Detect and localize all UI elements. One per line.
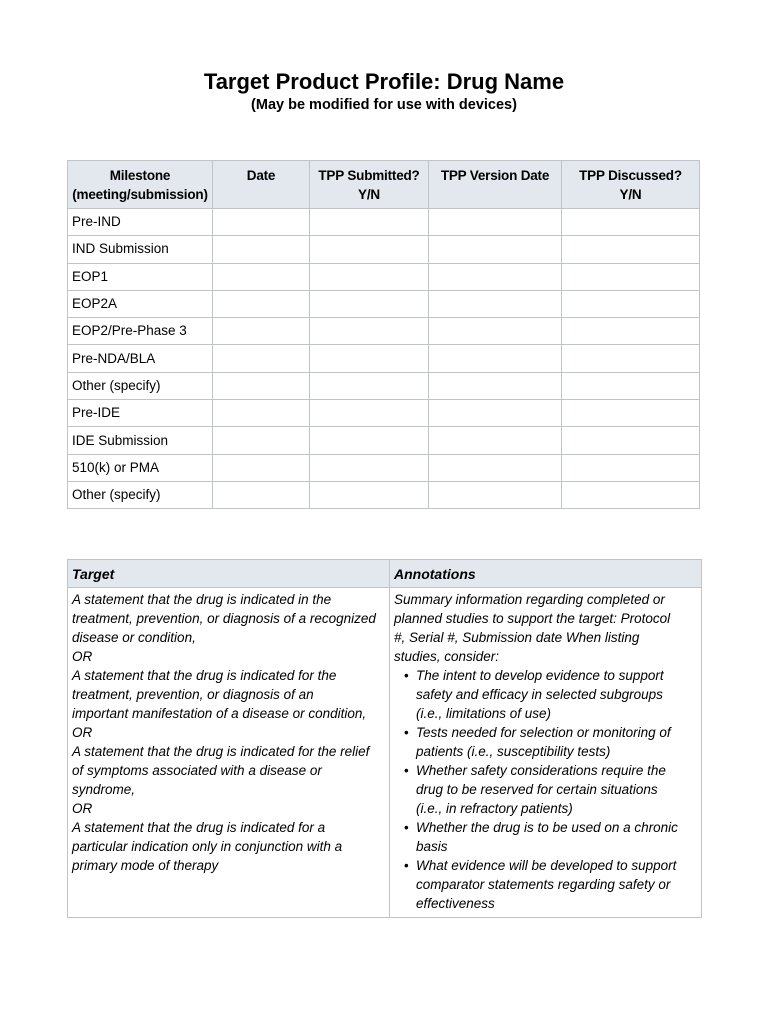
milestone-empty-cell[interactable] [562,481,700,508]
milestone-empty-cell[interactable] [562,209,700,236]
target-text-line: A statement that the drug is indicated for the [72,668,337,683]
header-line: Date [246,168,276,183]
header-line: TPP Version Date [440,168,550,183]
target-text-line: A statement that the drug is indicated for the relief [72,744,370,759]
annotation-intro-line: planned studies to support the target: Protocol [394,611,671,626]
annotation-bullet-line: safety and efficacy in selected subgroups [416,687,663,702]
milestone-row [68,372,700,399]
bullet-icon: • [404,763,409,778]
milestone-empty-cell[interactable] [429,236,562,263]
milestone-row [68,454,700,481]
milestone-row [68,400,700,427]
milestone-label: IDE Submission [68,427,213,454]
milestone-empty-cell[interactable] [310,236,429,263]
milestone-label: EOP1 [68,263,213,290]
milestone-empty-cell[interactable] [213,427,310,454]
annotations-cell [390,588,702,918]
header-line: Milestone [109,168,171,183]
milestone-row [68,318,700,345]
tpp-version-date-header [429,161,562,209]
milestone-header-row [68,161,700,209]
milestone-label: Pre-IDE [68,400,213,427]
milestone-label: IND Submission [68,236,213,263]
annotation-bullet-item [404,818,697,856]
milestone-empty-cell[interactable] [213,236,310,263]
milestone-table [67,160,700,509]
milestone-row [68,345,700,372]
milestone-empty-cell[interactable] [429,263,562,290]
milestone-empty-cell[interactable] [429,290,562,317]
document-subtitle: (May be modified for use with devices) [251,97,517,113]
annotation-intro-line: #, Serial #, Submission date When listing [394,630,640,645]
milestone-row [68,427,700,454]
milestone-header [68,161,213,209]
header-line: (meeting/submission) [72,187,208,202]
milestone-empty-cell[interactable] [213,481,310,508]
header-line: Y/N [619,187,642,202]
milestone-empty-cell[interactable] [562,263,700,290]
milestone-empty-cell[interactable] [429,209,562,236]
milestone-label: Pre-IND [68,209,213,236]
milestone-empty-cell[interactable] [562,454,700,481]
annotation-bullet-line: (i.e., limitations of use) [416,706,552,721]
milestone-empty-cell[interactable] [310,400,429,427]
milestone-body [68,209,700,509]
milestone-row [68,209,700,236]
milestone-empty-cell[interactable] [562,427,700,454]
milestone-empty-cell[interactable] [213,454,310,481]
milestone-empty-cell[interactable] [310,318,429,345]
milestone-row [68,263,700,290]
milestone-empty-cell[interactable] [213,372,310,399]
milestone-empty-cell[interactable] [310,263,429,290]
target-text-line: treatment, prevention, or diagnosis of a recognized [72,611,376,626]
annotation-bullet-line: (i.e., in refractory patients) [416,801,573,816]
milestone-row [68,290,700,317]
target-column-header: Target [68,560,390,588]
milestone-empty-cell[interactable] [310,454,429,481]
header-line: TPP Discussed? [579,168,682,183]
target-text-line: OR [72,725,93,740]
annotation-intro-line: Summary information regarding completed or [394,592,665,607]
milestone-row [68,236,700,263]
milestone-empty-cell[interactable] [310,372,429,399]
annotation-bullet-line: Tests needed for selection or monitoring of [416,725,671,740]
milestone-empty-cell[interactable] [429,400,562,427]
bullet-icon: • [404,725,409,740]
annotation-bullet-item [404,666,697,723]
bullet-icon: • [404,820,409,835]
document-title: Target Product Profile: Drug Name [203,69,565,94]
milestone-empty-cell[interactable] [310,209,429,236]
target-text-line: OR [72,801,93,816]
milestone-label: Pre-NDA/BLA [68,345,213,372]
target-text-line: A statement that the drug is indicated in the [72,592,332,607]
target-text-line: primary mode of therapy [72,858,219,873]
target-text-line: treatment, prevention, or diagnosis of an [72,687,314,702]
target-annotations-table [67,559,702,918]
milestone-empty-cell[interactable] [562,372,700,399]
milestone-empty-cell[interactable] [213,345,310,372]
milestone-empty-cell[interactable] [562,290,700,317]
annotation-bullet-line: drug to be reserved for certain situations [416,782,658,797]
annotation-bullet-line: comparator statements regarding safety or [416,877,671,892]
milestone-label: EOP2/Pre-Phase 3 [68,318,213,345]
milestone-empty-cell[interactable] [213,318,310,345]
annotation-bullet-line: patients (i.e., susceptibility tests) [416,744,611,759]
date-header [213,161,310,209]
annotation-bullet-item [404,761,697,818]
target-cell [68,588,390,918]
annotation-bullet-item [404,856,697,913]
tpp-discussed-header [562,161,700,209]
annotation-bullet-line: Whether the drug is to be used on a chronic [416,820,678,835]
target-text-line: A statement that the drug is indicated for a [72,820,326,835]
annotation-bullet-list [394,666,697,913]
target-header-row [68,560,702,588]
milestone-label: 510(k) or PMA [68,454,213,481]
annotation-bullet-line: The intent to develop evidence to support [416,668,664,683]
bullet-icon: • [404,858,409,873]
target-text-line: disease or condition, [72,630,196,645]
milestone-empty-cell[interactable] [310,481,429,508]
header-line: TPP Submitted? [318,168,420,183]
annotation-bullet-item [404,723,697,761]
target-text-line: particular indication only in conjunction with a [72,839,343,854]
milestone-empty-cell[interactable] [562,345,700,372]
tpp-submitted-header [310,161,429,209]
annotation-intro-line: studies, consider: [394,649,500,664]
annotation-bullet-line: What evidence will be developed to support [416,858,677,873]
milestone-empty-cell[interactable] [562,400,700,427]
milestone-empty-cell[interactable] [213,400,310,427]
annotations-column-header: Annotations [390,560,702,588]
milestone-empty-cell[interactable] [429,372,562,399]
milestone-empty-cell[interactable] [213,209,310,236]
milestone-empty-cell[interactable] [429,427,562,454]
milestone-label: Other (specify) [68,481,213,508]
target-text-line: important manifestation of a disease or condition, [72,706,367,721]
milestone-empty-cell[interactable] [213,290,310,317]
target-text-line: OR [72,649,93,664]
annotation-bullet-line: basis [416,839,448,854]
target-text-line: syndrome, [72,782,136,797]
milestone-empty-cell[interactable] [310,345,429,372]
milestone-empty-cell[interactable] [429,454,562,481]
target-text-line: of symptoms associated with a disease or [72,763,322,778]
milestone-empty-cell[interactable] [429,345,562,372]
header-line: Y/N [358,187,380,202]
milestone-empty-cell[interactable] [562,318,700,345]
milestone-empty-cell[interactable] [310,290,429,317]
milestone-empty-cell[interactable] [429,481,562,508]
milestone-empty-cell[interactable] [562,236,700,263]
bullet-icon: • [404,668,409,683]
milestone-empty-cell[interactable] [213,263,310,290]
milestone-empty-cell[interactable] [429,318,562,345]
annotation-bullet-line: Whether safety considerations require the [416,763,666,778]
target-content-row [68,588,702,918]
milestone-row [68,481,700,508]
milestone-label: Other (specify) [68,372,213,399]
annotation-bullet-line: effectiveness [416,896,495,911]
milestone-empty-cell[interactable] [310,427,429,454]
milestone-label: EOP2A [68,290,213,317]
